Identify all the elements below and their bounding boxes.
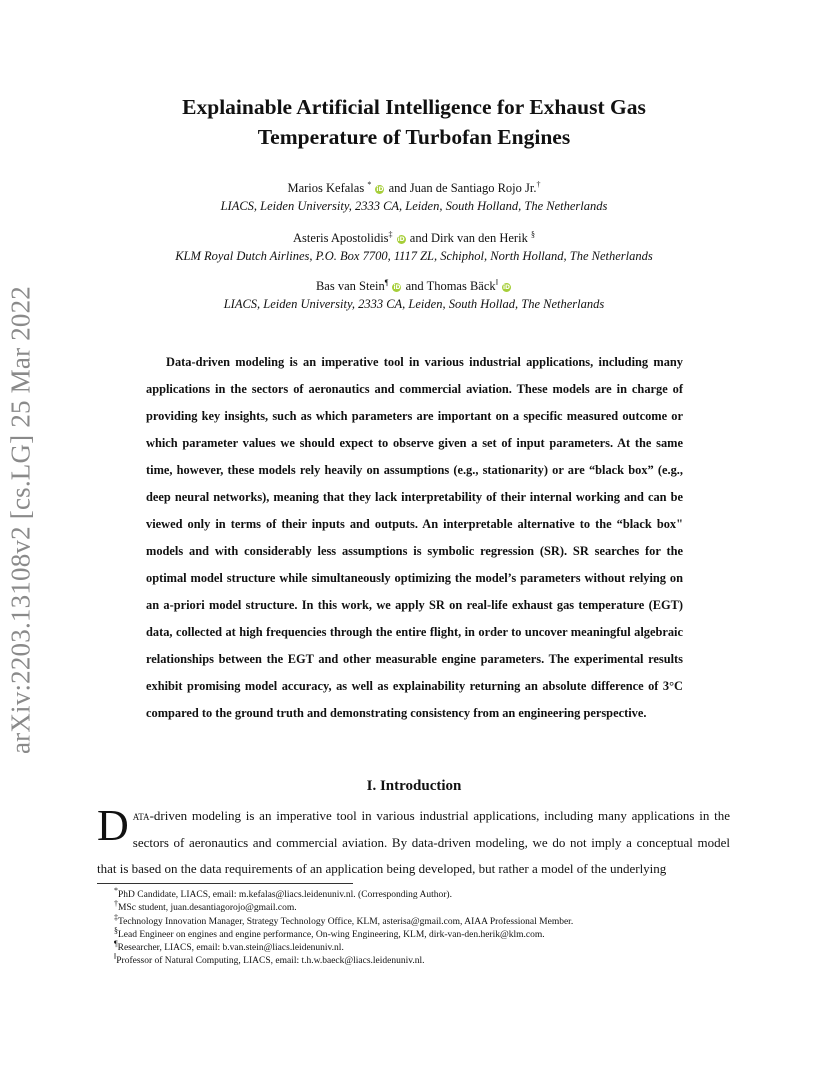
orcid-icon[interactable]: iD xyxy=(397,236,405,243)
footnote xyxy=(114,939,730,955)
paper-title xyxy=(114,92,714,152)
footnote-text: Researcher, LIACS, email: b.van.stein@liacs.leidenuniv.nl. xyxy=(117,943,344,954)
footnote xyxy=(114,925,730,942)
footnote-mark: ¶ xyxy=(114,939,118,949)
intro-text: -driven modeling is an imperative tool in various industrial applications, including many applications in the sectors of aeronautics and commercial aviation. By data-driven modeling, we do not imply a conceptual model that is based on the data requirements of an application being developed, but rather a model of the underlying xyxy=(97,808,730,876)
arxiv-stamp-text: arXiv:2203.13108v2 [cs.LG] 25 Mar 2022 xyxy=(5,285,36,755)
title-line-1: Explainable Artificial Intelligence for Exhaust Gas xyxy=(182,95,646,119)
author-group-1 xyxy=(100,179,728,215)
orcid-icon[interactable]: iD xyxy=(393,284,401,291)
footnote-text: Professor of Natural Computing, LIACS, email: t.h.w.baeck@liacs.leidenuniv.nl. xyxy=(116,956,425,967)
author-mark: ‖ xyxy=(495,277,498,287)
title-line-2: Temperature of Turbofan Engines xyxy=(257,125,571,149)
author-group-3 xyxy=(100,277,728,313)
intro-paragraph xyxy=(97,803,730,883)
orcid-icon[interactable]: iD xyxy=(503,284,511,291)
author-affiliation: KLM Royal Dutch Airlines, P.O. Box 7700, 1117 ZL, Schiphol, North Holland, The Netherlands xyxy=(175,249,653,263)
footnote xyxy=(114,899,730,915)
author-mark: † xyxy=(536,179,541,189)
author-mark: § xyxy=(530,229,535,239)
footnote-rule xyxy=(97,883,353,884)
footnote-mark: ‖ xyxy=(114,952,117,962)
author-name: Dirk van den Herik xyxy=(430,231,528,245)
drop-cap: D xyxy=(97,801,129,850)
footnote-mark: § xyxy=(114,925,118,935)
author-name: Marios Kefalas xyxy=(287,181,365,195)
footnote-text: Lead Engineer on engines and engine performance, On-wing Engineering, KLM, dirk-van-den.herik@klm.com. xyxy=(118,929,545,940)
intro-smallcaps: ata xyxy=(132,808,150,823)
author-join: and xyxy=(405,279,424,293)
footnote-text: Technology Innovation Manager, Strategy Technology Office, KLM, asterisa@gmail.com, AIAA Professional Member. xyxy=(118,916,574,927)
footnote-mark: * xyxy=(114,885,118,895)
author-names xyxy=(100,277,728,295)
author-group-2 xyxy=(100,229,728,265)
author-affiliation: LIACS, Leiden University, 2333 CA, Leiden, South Hollad, The Netherlands xyxy=(223,297,605,311)
footnote xyxy=(114,952,730,968)
footnote xyxy=(114,912,730,929)
author-mark: ¶ xyxy=(384,277,389,287)
footnote-mark: ‡ xyxy=(114,912,118,922)
footnote xyxy=(114,885,730,902)
author-name: Juan de Santiago Rojo Jr. xyxy=(409,181,537,195)
footnote-text: PhD Candidate, LIACS, email: m.kefalas@liacs.leidenuniv.nl. (Corresponding Author). xyxy=(118,890,452,900)
orcid-icon[interactable]: iD xyxy=(376,186,384,193)
author-name: Bas van Stein xyxy=(315,279,385,293)
section-heading: I. Introduction xyxy=(366,778,462,794)
author-mark: ‡ xyxy=(388,229,393,239)
author-mark: * xyxy=(367,179,372,189)
author-names xyxy=(100,179,728,197)
footnotes xyxy=(114,885,730,969)
footnote-mark: † xyxy=(114,899,118,909)
author-affiliation: LIACS, Leiden University, 2333 CA, Leiden, South Holland, The Netherlands xyxy=(220,199,608,213)
footnote-text: MSc student, juan.desantiagorojo@gmail.com. xyxy=(118,903,297,914)
abstract: Data-driven modeling is an imperative tool in various industrial applications, including many applications in the sectors of aeronautics and commercial aviation. These models are in charge of providing key insights, such as which parameters are important on a specific measured outcome or which parameter values we should expect to observe given a set of input parameters. At the same time, however, these models rely heavily on assumptions (e.g., stationarity) or are “black box” (e.g., deep neural networks), meaning that they lack interpretability of their internal working and can be viewed only in terms of their inputs and outputs. An interpretable alternative to the “black box" models and with considerably less assumptions is symbolic regression (SR). SR searches for the optimal model structure while simultaneously optimizing the model’s parameters without relying on an a-priori model structure. In this work, we apply SR on real-life exhaust gas temperature (EGT) data, collected at high frequencies through the entire flight, in order to uncover meaningful algebraic relationships between the EGT and other measurable engine parameters. The experimental results exhibit promising model accuracy, as well as explainability returning an absolute difference of 3°C compared to the ground truth and demonstrating consistency from an engineering perspective. xyxy=(146,355,683,720)
author-name: Thomas Bäck xyxy=(426,279,496,293)
author-join: and xyxy=(388,181,407,195)
author-join: and xyxy=(409,231,428,245)
author-names xyxy=(100,229,728,247)
author-name: Asteris Apostolidis xyxy=(293,231,389,245)
